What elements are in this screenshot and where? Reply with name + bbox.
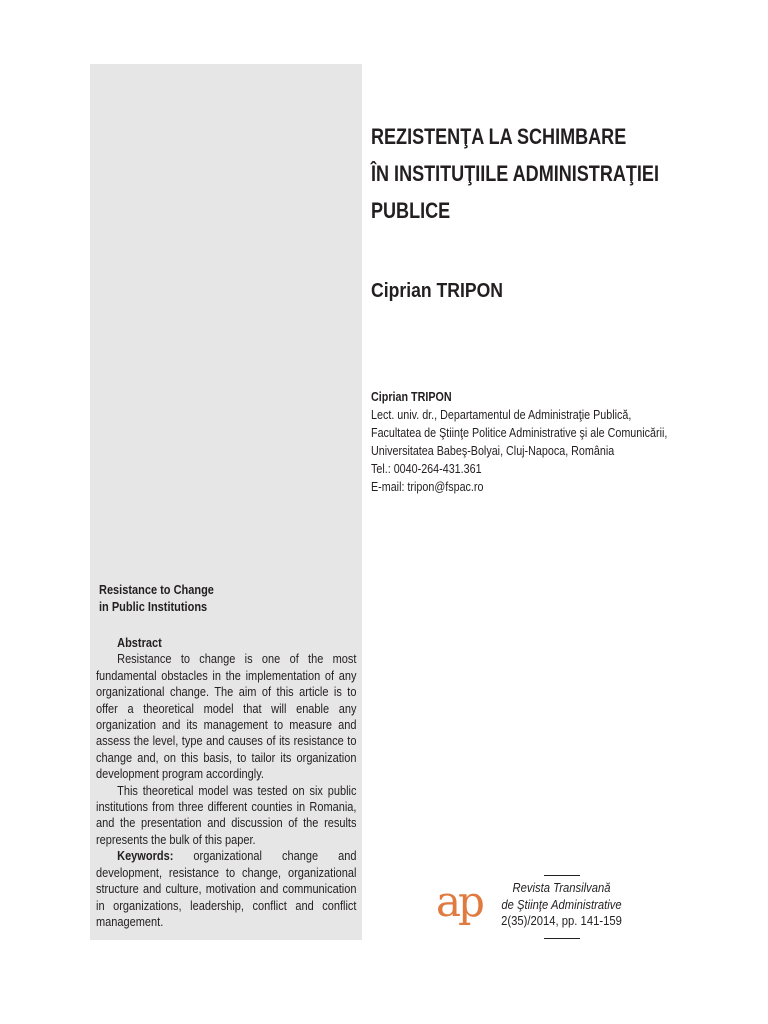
journal-name-line-1: Revista Transilvană bbox=[512, 881, 611, 895]
journal-issue: 2(35)/2014, pp. 141-159 bbox=[501, 914, 622, 928]
journal-logo: ap bbox=[436, 877, 482, 926]
affiliation-name: Ciprian TRIPON bbox=[371, 390, 452, 404]
english-title-line-1: Resistance to Change bbox=[99, 583, 214, 597]
title-line-3: PUBLICE bbox=[371, 198, 451, 223]
journal-rule-bottom bbox=[544, 938, 580, 939]
abstract-paragraph-2: This theoretical model was tested on six public institutions from three different counties in Romania, and the presentation and discussion of the results represents the bulk of this paper. bbox=[96, 783, 357, 847]
english-title bbox=[99, 582, 214, 616]
journal-rule-top bbox=[544, 875, 580, 876]
affiliation-line: Lect. univ. dr., Departamentul de Administraţie Publică, bbox=[371, 408, 632, 422]
english-title-line-2: in Public Institutions bbox=[99, 600, 208, 614]
title-line-1: REZISTENŢA LA SCHIMBARE bbox=[371, 124, 627, 149]
abstract-heading: Abstract bbox=[117, 636, 162, 650]
journal-citation bbox=[494, 880, 629, 930]
keywords-label: Keywords: bbox=[117, 849, 174, 864]
keywords-text: organizational change and development, resistance to change, organizational structure and culture, motivation and communication in organizations, leadership, conflict and conflict management. bbox=[96, 849, 357, 929]
affiliation-phone: Tel.: 0040-264-431.361 bbox=[371, 462, 482, 476]
affiliation-email: E-mail: tripon@fspac.ro bbox=[371, 480, 484, 494]
keywords-paragraph bbox=[96, 848, 356, 930]
author-affiliation bbox=[371, 388, 681, 496]
title-line-2: ÎN INSTITUŢIILE ADMINISTRAŢIEI bbox=[371, 161, 659, 186]
affiliation-line: Facultatea de Ştiinţe Politice Administrative şi ale Comunicării, bbox=[371, 426, 668, 440]
article-title bbox=[371, 118, 683, 229]
journal-name-line-2: de Ştiinţe Administrative bbox=[501, 897, 622, 912]
abstract-paragraph-1: Resistance to change is one of the most fundamental obstacles in the implementation of any organizational change. The aim of this article is to offer a theoretical model that will enable any organization and its management to measure and assess the level, type and causes of its resistance to change and, on this basis, to tailor its organization development program accordingly. bbox=[96, 652, 357, 782]
journal-info bbox=[432, 874, 652, 944]
affiliation-line: Universitatea Babeş-Bolyai, Cluj-Napoca, România bbox=[371, 444, 615, 458]
article-author: Ciprian TRIPON bbox=[371, 280, 504, 302]
abstract-block bbox=[96, 635, 356, 930]
